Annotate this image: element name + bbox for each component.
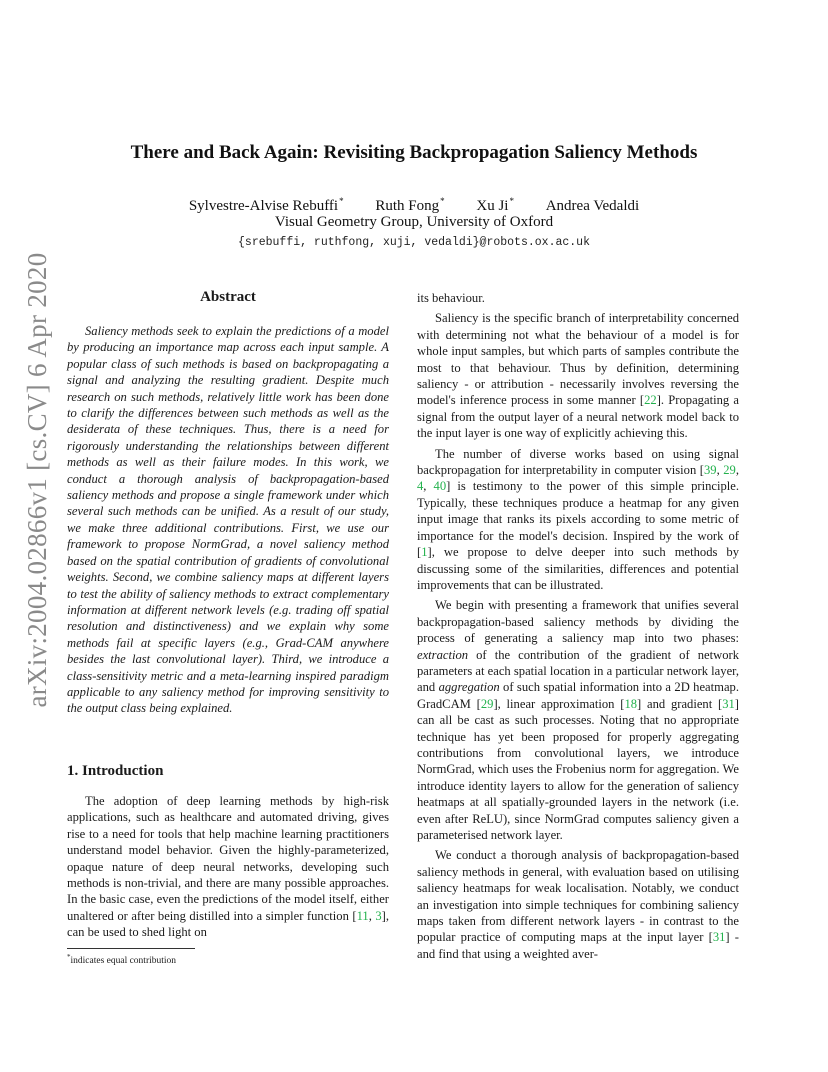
- paper-title: There and Back Again: Revisiting Backpropagation Saliency Methods: [130, 142, 698, 163]
- citation-link[interactable]: 18: [624, 696, 638, 711]
- author-emails: {srebuffi, ruthfong, xuji, vedaldi}@robots.ox.ac.uk: [238, 236, 590, 249]
- citation-link[interactable]: 3: [375, 908, 382, 923]
- section-heading-introduction: 1. Introduction: [67, 763, 164, 779]
- paragraph: Saliency is the specific branch of interpretability concerned with determining not what the behaviour of a model is for whole input samples, but which parts of samples contribute the most to that behaviour. Thus by definition, determining saliency - or attribution - necessarily involves reversing the model's inference process in some manner [22]. Propagating a signal from the output layer of a neural network model back to the input layer is one way of explicitly achieving this.: [417, 311, 739, 441]
- citation-link[interactable]: 11: [356, 908, 369, 923]
- citation-link[interactable]: 22: [644, 393, 657, 408]
- citation-link[interactable]: 29: [480, 696, 494, 711]
- paragraph: The number of diverse works based on using signal backpropagation for interpretability in computer vision [39, 29, 4, 40] is testimony to the power of this simple principle. Typically, these techniques produce a heatmap for any given input image that ranks its pixels according to some metric of importance for the model's decision. Inspired by the work of [1], we propose to delve deeper into such methods by discussing some of the similarities, differences and potential improvements that can be illustrated.: [417, 446, 739, 592]
- right-column-text: [417, 290, 739, 966]
- citation-link[interactable]: 1: [421, 545, 428, 560]
- citation-link[interactable]: 39: [703, 463, 717, 478]
- author: Sylvestre-Alvise Rebuffi*: [188, 196, 344, 214]
- citation-link[interactable]: 4: [417, 479, 424, 494]
- intro-paragraph: The adoption of deep learning methods by high-risk applications, such as healthcare and automated driving, gives rise to a need for tools that help machine learning practitioners understand model behavior. Given the highly-parameterized, opaque nature of deep neural networks, developing such methods is non-trivial, and there are many possible approaches. In the basic case, even the predictions of the model itself, either unaltered or after being distilled into a simpler function [11, 3], can be used to shed light on: [67, 794, 390, 940]
- author: Ruth Fong*: [375, 196, 445, 214]
- paragraph: We conduct a thorough analysis of backpropagation-based saliency methods in general, with evaluation based on utilising saliency heatmaps for weak localisation. Notably, we conduct an investigation into simple techniques for combining saliency maps taken from different network layers - in contrast to the popular practice of computing maps at the input layer [31] - and find that using a weighted aver-: [417, 848, 739, 961]
- citation-link[interactable]: 40: [433, 479, 447, 494]
- abstract-heading: Abstract: [200, 289, 256, 305]
- footnote-divider: [67, 948, 195, 949]
- arxiv-identifier: arXiv:2004.02866v1 [cs.CV] 6 Apr 2020: [22, 252, 52, 708]
- citation-link[interactable]: 29: [723, 463, 736, 478]
- abstract-text: Saliency methods seek to explain the predictions of a model by producing an importance map across each input sample. A popular class of such methods is based on backpropagating a signal and analyzing the resulting gradient. Despite much research on such methods, relatively little work has been done to clarify the differences between such methods as well as the desiderata of these techniques. Thus, there is a need for rigorously understanding the relationships between different methods as well as their failure modes. In this work, we conduct a thorough analysis of backpropagation-based saliency methods and propose a single framework under which several such methods can be unified. As a result of our study, we make three additional contributions. First, we use our framework to propose NormGrad, a novel saliency method based on the spatial contribution of gradients of convolutional weights. Second, we combine saliency maps at different layers to test the ability of saliency methods to extract complementary information at different network levels (e.g. trading off spatial resolution and distinctiveness) and we explain why some methods fail at specific layers (e.g., Grad-CAM anywhere besides the last convolutional layer). Third, we introduce a class-sensitivity metric and a meta-learning inspired paradigm applicable to any saliency method for improving sensitivity to the output class being explained.: [67, 324, 389, 716]
- author: Xu Ji*: [476, 196, 514, 214]
- paragraph: We begin with presenting a framework that unifies several backpropagation-based saliency methods by dividing the process of generating a saliency map into two phases: extraction of the contribution of the gradient of network parameters at each spatial location in a particular network layer, and aggregation of such spatial information into a 2D heatmap. GradCAM [29], linear approximation [18] and gradient [31] can all be cast as such processes. Noting that no appropriate technique has yet been proposed for properly aggregating contributions from convolutional layers, we introduce NormGrad, which uses the Frobenius norm for aggregation. We introduce identity layers to allow for the generation of saliency heatmaps at all spatially-grounded layers in the network (i.e. even after ReLU), since NormGrad computes saliency given a parameterised network layer.: [417, 598, 739, 842]
- affiliation: Visual Geometry Group, University of Oxford: [274, 214, 554, 230]
- footnote: *indicates equal contribution: [67, 953, 177, 966]
- paragraph: its behaviour.: [417, 291, 485, 305]
- citation-link[interactable]: 31: [712, 930, 726, 945]
- author-list: [0, 196, 828, 215]
- author: Andrea Vedaldi: [545, 198, 640, 214]
- citation-link[interactable]: 31: [722, 696, 735, 711]
